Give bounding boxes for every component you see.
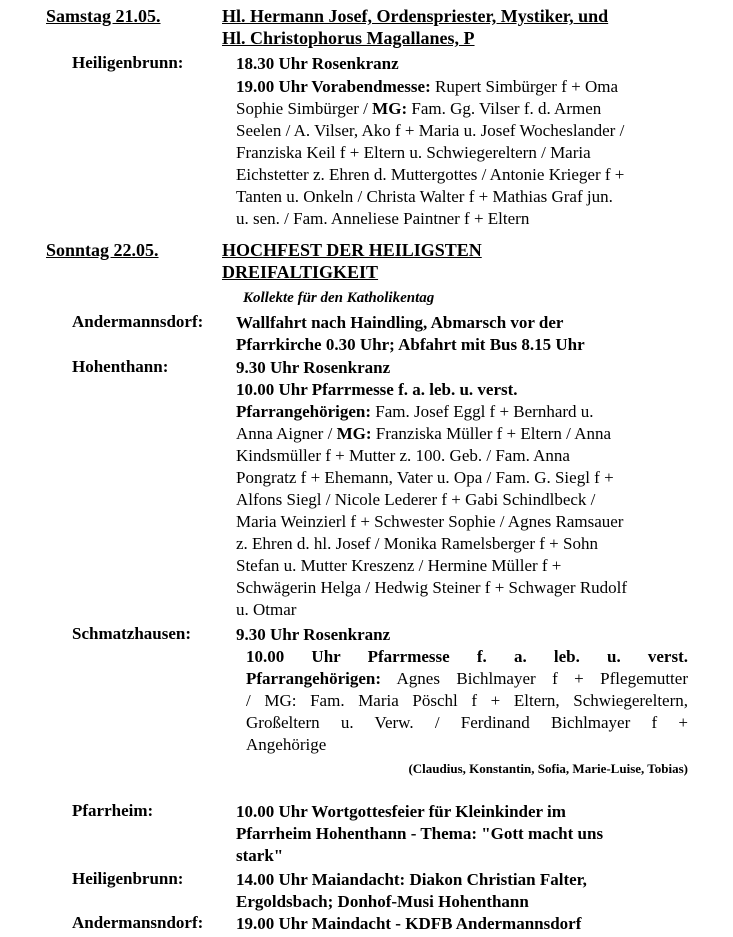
- saturday-feast-line1: Hl. Hermann Josef, Ordenspriester, Mystiker, und: [222, 6, 609, 26]
- mass-text: Fam. Josef Eggl f + Bernhard u.: [371, 402, 594, 421]
- vorabendmesse-line7: u. sen. / Fam. Anneliese Paintner f + Eltern: [236, 209, 530, 228]
- mass-text: Agnes Bichlmayer f + Pflegemutter: [381, 669, 688, 688]
- hohenthann-mass-line9: Stefan u. Mutter Kreszenz / Hermine Müller f +: [236, 556, 562, 575]
- pfarrangehoerigen-label: Pfarrangehörigen:: [236, 402, 372, 421]
- mg-label: MG:: [372, 99, 408, 118]
- schmatzhausen-mass-line3: / MG: Fam. Maria Pöschl f + Eltern, Schwiegereltern,: [246, 691, 688, 710]
- place-hohenthann: Hohenthann:: [72, 357, 169, 376]
- mass-text: Fam. Gg. Vilser f. d. Armen: [407, 99, 602, 118]
- maindacht-kdfb: 19.00 Uhr Maindacht - KDFB Andermannsdorf: [236, 914, 582, 933]
- vorabendmesse-line5: Eichstetter z. Ehren d. Muttergottes / Antonie Krieger f +: [236, 165, 625, 184]
- pilgrimage-line1: Wallfahrt nach Haindling, Abmarsch vor der: [236, 313, 564, 332]
- maiandacht-line1: 14.00 Uhr Maiandacht: Diakon Christian Falter,: [236, 870, 587, 889]
- sunday-feast-line1: HOCHFEST DER HEILIGSTEN: [222, 240, 482, 260]
- place-schmatzhausen: Schmatzhausen:: [72, 624, 192, 643]
- place-pfarrheim: Pfarrheim:: [72, 801, 154, 820]
- schmatzhausen-mass-line1: 10.00 Uhr Pfarrmesse f. a. leb. u. verst.: [246, 647, 688, 666]
- hohenthann-mass-line1: 10.00 Uhr Pfarrmesse f. a. leb. u. verst.: [236, 380, 518, 399]
- rosary-sat: 18.30 Uhr Rosenkranz: [236, 54, 399, 73]
- hohenthann-mass-line4: Kindsmüller f + Mutter z. 100. Geb. / Fam. Anna: [236, 446, 570, 465]
- pfarrheim-line2: Pfarrheim Hohenthann - Thema: "Gott macht uns: [236, 824, 604, 843]
- schmatzhausen-mass-line4: Großeltern u. Verw. / Ferdinand Bichlmayer f +: [246, 713, 688, 732]
- mass-text: Anna Aigner /: [236, 424, 337, 443]
- mass-text: Sophie Simbürger /: [236, 99, 373, 118]
- rosary-hohenthann: 9.30 Uhr Rosenkranz: [236, 358, 391, 377]
- pfarrheim-line3: stark": [236, 846, 284, 865]
- mg-label: MG:: [336, 424, 372, 443]
- altar-servers: (Claudius, Konstantin, Sofia, Marie-Luise, Tobias): [408, 761, 688, 776]
- vorabendmesse-line2: [236, 98, 601, 120]
- hohenthann-mass-line3: [236, 423, 611, 445]
- vorabendmesse-line3: Seelen / A. Vilser, Ako f + Maria u. Josef Wocheslander /: [236, 121, 625, 140]
- pfarrheim-line1: 10.00 Uhr Wortgottesfeier für Kleinkinder im: [236, 802, 566, 821]
- place-heiligenbrunn-sat: Heiligenbrunn:: [72, 53, 184, 72]
- hohenthann-mass-line7: Maria Weinzierl f + Schwester Sophie / Agnes Ramsauer: [236, 512, 624, 531]
- sunday-feast-line2: DREIFALTIGKEIT: [222, 262, 379, 282]
- saturday-date: Samstag 21.05.: [46, 6, 161, 26]
- vorabendmesse-line4: Franziska Keil f + Eltern u. Schwiegereltern / Maria: [236, 143, 591, 162]
- place-andermannsdorf: Andermannsdorf:: [72, 312, 204, 331]
- sunday-date: Sonntag 22.05.: [46, 240, 159, 260]
- schmatzhausen-mass-line5: Angehörige: [246, 735, 327, 754]
- place-andermansndorf: Andermansndorf:: [72, 913, 204, 932]
- pfarrangehoerigen-label: Pfarrangehörigen:: [246, 669, 382, 688]
- hohenthann-mass-line10: Schwägerin Helga / Hedwig Steiner f + Schwager Rudolf: [236, 578, 628, 597]
- hohenthann-mass-line11: u. Otmar: [236, 600, 297, 619]
- saturday-feast-line2: Hl. Christophorus Magallanes, P: [222, 28, 475, 48]
- vorabendmesse-line1: [236, 76, 618, 98]
- mass-text: Franziska Müller f + Eltern / Anna: [371, 424, 612, 443]
- maiandacht-line2: Ergoldsbach; Donhof-Musi Hohenthann: [236, 892, 529, 911]
- hohenthann-mass-line8: z. Ehren d. hl. Josef / Monika Ramelsberger f + Sohn: [236, 534, 598, 553]
- pilgrimage-line2: Pfarrkirche 0.30 Uhr; Abfahrt mit Bus 8.15 Uhr: [236, 335, 585, 354]
- collection-note: Kollekte für den Katholikentag: [243, 290, 435, 306]
- mass-label: 19.00 Uhr Vorabendmesse:: [236, 77, 431, 96]
- mass-text: Rupert Simbürger f + Oma: [430, 77, 619, 96]
- rosary-schmatzhausen: 9.30 Uhr Rosenkranz: [236, 625, 391, 644]
- schmatzhausen-mass-line2: [246, 668, 688, 690]
- place-heiligenbrunn-sun: Heiligenbrunn:: [72, 869, 184, 888]
- hohenthann-mass-line6: Alfons Siegl / Nicole Lederer f + Gabi Schindlbeck /: [236, 490, 596, 509]
- hohenthann-mass-line5: Pongratz f + Ehemann, Vater u. Opa / Fam. G. Siegl f +: [236, 468, 614, 487]
- vorabendmesse-line6: Tanten u. Onkeln / Christa Walter f + Mathias Graf jun.: [236, 187, 613, 206]
- hohenthann-mass-line2: [236, 401, 594, 423]
